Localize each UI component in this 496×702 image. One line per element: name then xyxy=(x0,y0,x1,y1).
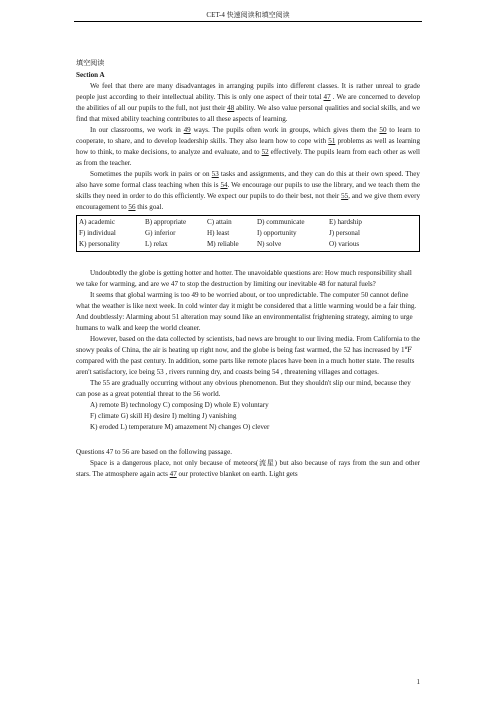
text: . We are concerned to develop the abilities of all our pupils to the full, not just their xyxy=(76,93,420,112)
doc-heading: 填空阅读 xyxy=(76,59,105,67)
word-option: E) hardship xyxy=(329,218,362,226)
text: effectively. The pupils learn from each other as well as from the teacher. xyxy=(76,148,420,167)
word-option: L) relax xyxy=(145,240,168,248)
text: Sometimes the pupils work in pairs or on xyxy=(90,170,212,178)
text: our protective blanket on earth. Light gets xyxy=(176,470,298,478)
page-header: CET-4 快速阅读和填空阅读 xyxy=(206,11,290,19)
passage1-paragraph2 xyxy=(76,125,420,169)
blank-48: 48 xyxy=(227,104,235,112)
passage2-paragraph1: Undoubtedly the globe is getting hotter and hotter. The unavoidable questions are: How much responsibility shall we take for warming, and are we 47 to stop the destruction by limiting our inevitable 48 for natural fuels? xyxy=(76,269,412,288)
blank-51: 51 xyxy=(328,137,336,145)
text: ways. The pupils often work in groups, which gives them the xyxy=(190,126,380,134)
blank-53: 53 xyxy=(211,170,219,178)
passage1-paragraph3 xyxy=(76,169,420,213)
blank-54: 54 xyxy=(220,181,228,189)
header-rule xyxy=(74,21,422,22)
word-option: N) solve xyxy=(257,240,282,248)
word-bank-box xyxy=(76,215,420,252)
text: this goal. xyxy=(135,203,164,211)
word-option: H) least xyxy=(207,229,230,237)
word-bank-row xyxy=(79,228,417,239)
word-option: G) inferior xyxy=(145,229,176,237)
blank-47: 47 xyxy=(169,470,177,478)
word-option: C) attain xyxy=(207,218,232,226)
word-option: F) individual xyxy=(79,229,116,237)
blank-49: 49 xyxy=(183,126,191,134)
document-body xyxy=(76,58,420,480)
word-option: D) communicate xyxy=(257,218,305,226)
passage2-paragraph3: However, based on the data collected by scientists, bad news are brought to our living media. From California to the snowy peaks of China, the air is heating up right now, and the globe is being fast warmed, the 52 has increased by 1℉ compared with the past century. In addition, some parts like remote places have been in a much hotter state. The results aren't satisfactory, ice being 53 , rivers running dry, and coasts being 54 , threatening villages and cottages. xyxy=(76,335,420,376)
text: Space is a dangerous place, not only because of meteors(流星) but also because of rays from the sun and other stars. The atmosphere again acts xyxy=(76,459,420,478)
word-option: O) various xyxy=(329,240,360,248)
passage1-paragraph1 xyxy=(76,81,420,125)
passage2-options-line: F) climate G) skill H) desire I) melting J) vanishing xyxy=(90,412,237,420)
blank-52: 52 xyxy=(261,148,269,156)
passage3-paragraph1 xyxy=(76,458,420,480)
word-bank-row xyxy=(79,239,417,250)
text: ability. We also value personal qualities and social skills, and we find that mixed ability teaching contributes to all these aspects of learning. xyxy=(76,104,421,123)
passage2-options-line: K) eroded L) temperature M) amazement N) changes O) clever xyxy=(90,423,270,431)
word-option: M) reliable xyxy=(207,240,239,248)
text: . We encourage our pupils to use the library, and we teach them the skills they need in order to do this efficiently. We expect our pupils to do their best, not their xyxy=(76,181,420,200)
text: to learn to cooperate, to share, and to develop leadership skills. They also learn how to cope with xyxy=(76,126,421,145)
text: problems as well as learning how to think, to make decisions, to analyze and evaluate, and to xyxy=(76,137,420,156)
text: We feel that there are many disadvantages in arranging pupils into different classes. It is rather unreal to grade people just according to their intellectual ability. This is only one aspect of their total xyxy=(76,82,420,101)
blank-56: 56 xyxy=(128,203,136,211)
word-option: K) personality xyxy=(79,240,120,248)
passage3-intro: Questions 47 to 56 are based on the following passage. xyxy=(76,448,233,456)
text: In our classrooms, we work in xyxy=(90,126,184,134)
section-label: Section A xyxy=(76,71,105,79)
text: tasks and assignments, and they can do this at their own speed. They also have some formal class teaching when this is xyxy=(76,170,420,189)
word-bank-row xyxy=(79,217,417,228)
word-option: B) appropriate xyxy=(145,218,187,226)
passage2-paragraph2: It seems that global warming is too 49 to be worried about, or too unpredictable. The computer 50 cannot define what the weather is like next week. In cold winter day it might be considered that a little warming would be a fair thing. And doubtlessly: Alarming about 51 alteration may sound like an environmentalist frightening strategy, aiming to urge humans to walk and keep the world cleaner. xyxy=(76,291,417,332)
word-option: A) academic xyxy=(79,218,116,226)
blank-55: 55 xyxy=(341,192,349,200)
passage2-options-line: A) remote B) technology C) composing D) whole E) voluntary xyxy=(90,401,269,409)
passage2-paragraph4: The 55 are gradually occurring without any obvious phenomenon. But they shouldn't slip our mind, because they can pose as a great potential threat to the 56 world. xyxy=(76,379,411,398)
word-option: I) opportunity xyxy=(257,229,297,237)
blank-50: 50 xyxy=(379,126,387,134)
word-option: J) personal xyxy=(329,229,360,237)
spacer xyxy=(76,254,420,268)
blank-47: 47 xyxy=(323,93,331,101)
text: , and we give them every encouragement to xyxy=(76,192,420,211)
spacer xyxy=(76,433,420,447)
page-number: 1 xyxy=(416,678,420,686)
